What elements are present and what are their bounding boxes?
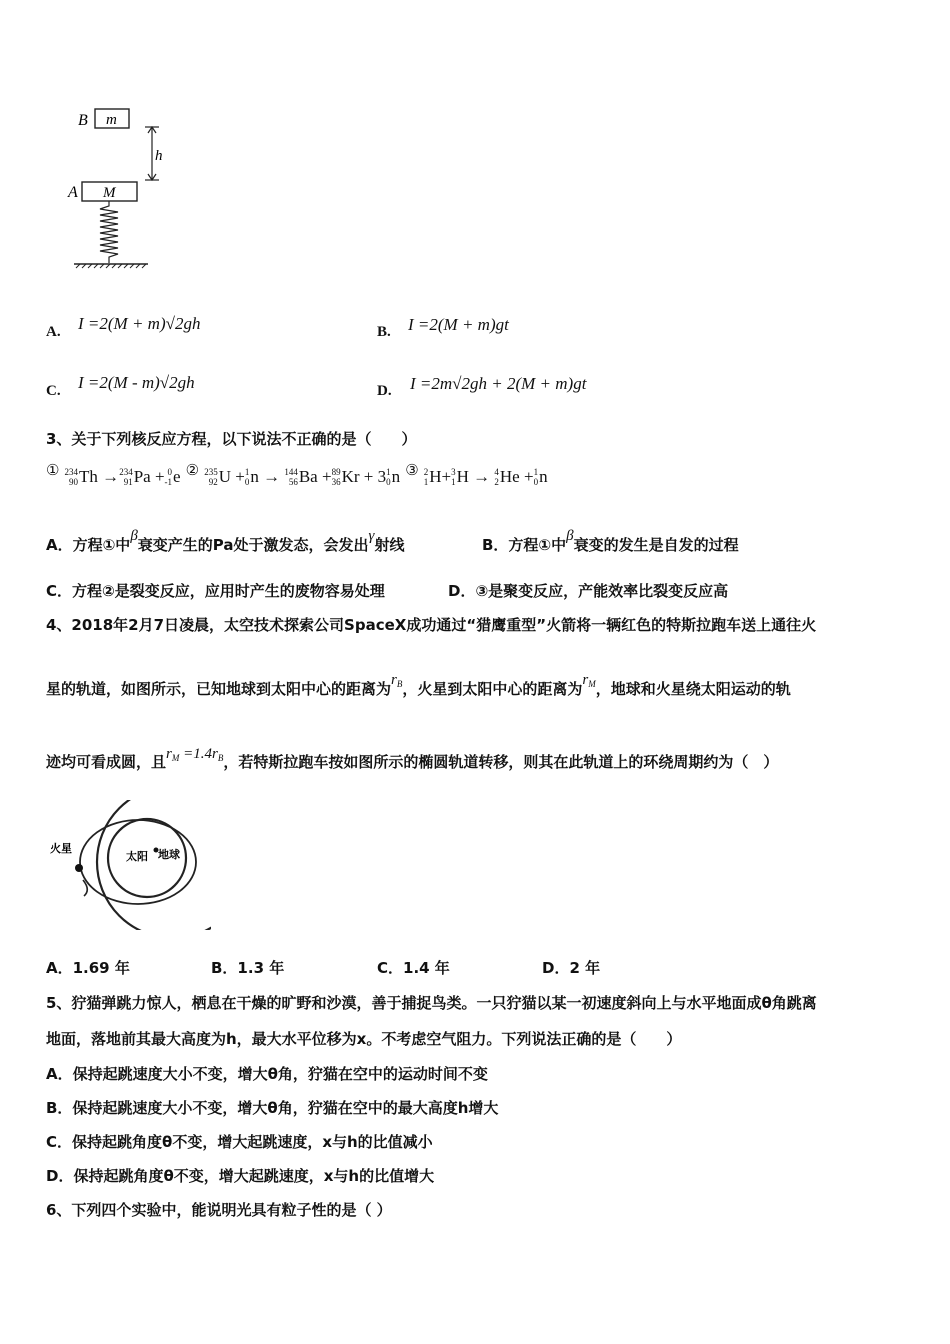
q5-option-d: D．保持起跳角度θ不变，增大起跳速度，x与h的比值增大 (46, 1167, 435, 1185)
q2-option-a-letter: A. (46, 324, 61, 340)
equation-mark-2: ② (185, 461, 200, 479)
q5-option-a: A．保持起跳速度大小不变，增大θ角，狞猫在空中的运动时间不变 (46, 1065, 488, 1083)
q4-option-a: A．1.69 年 (46, 959, 130, 977)
q2-option-b-letter: B. (377, 324, 391, 340)
mars-label: 火星 (50, 842, 72, 855)
gamma-symbol: γ (368, 528, 375, 544)
label-m: m (106, 112, 117, 128)
q3-option-d: D．③是聚变反应，产能效率比裂变反应高 (448, 582, 729, 600)
q2-option-d-formula: I =2m√2gh + 2(M + m)gt (410, 374, 587, 393)
label-h: h (155, 148, 163, 164)
beta-symbol-2: β (566, 528, 574, 544)
q5-line-2: 地面，落地前其最大高度为h，最大水平位移为x。不考虑空气阻力。下列说法正确的是（ ） (46, 1030, 682, 1048)
q3-option-b: B．方程①中β衰变的发生是自发的过程 (482, 528, 739, 554)
beta-symbol: β (130, 528, 138, 544)
q3-stem: 3、关于下列核反应方程，以下说法不正确的是（ ） (46, 430, 417, 448)
equation-mark-1: ① (46, 461, 60, 479)
q2-option-b-formula: I =2(M + m)gt (408, 315, 509, 334)
q5-line-1: 5、狞猫弹跳力惊人，栖息在干燥的旷野和沙漠，善于捕捉鸟类。一只狞猫以某一初速度斜向上与水平地面成θ角跳离 (46, 994, 817, 1012)
orbit-figure (46, 800, 211, 930)
sun-label: 太阳 (126, 850, 148, 863)
q2-option-a-formula: I =2(M + m)√2gh (78, 314, 201, 333)
spring (100, 201, 118, 263)
q5-option-b: B．保持起跳速度大小不变，增大θ角，狞猫在空中的最大高度h增大 (46, 1099, 499, 1117)
q6-stem: 6、下列四个实验中，能说明光具有粒子性的是（ ） (46, 1201, 392, 1219)
q4-option-c: C．1.4 年 (377, 959, 450, 977)
q4-line-1: 4、2018年2月7日凌晨，太空技术探索公司SpaceX成功通过“猎鹰重型”火箭将一辆红色的特斯拉跑车送上通往火 (46, 616, 817, 634)
q2-option-d-letter: D. (377, 383, 392, 399)
q4-option-d: D．2 年 (542, 959, 601, 977)
q3-option-a: A．方程①中β衰变产生的Pa处于激发态，会发出γ射线 (46, 528, 405, 554)
q2-option-c-letter: C. (46, 383, 61, 399)
q5-option-c: C．保持起跳角度θ不变，增大起跳速度，x与h的比值减小 (46, 1133, 433, 1151)
label-B: B (78, 112, 88, 129)
spring-block-figure (62, 100, 172, 272)
q3-equations: ① 234 90 Th → 234 91 Pa + 0 -1 e ② 235 92 U + 1 0 n → 144 56 Ba + 89 36 Kr + 3 1 0 n ③ 2 1 H+ 3 1 H → 4 2 He + 1 0 n (46, 461, 548, 487)
q4-option-b: B．1.3 年 (211, 959, 285, 977)
label-M: M (103, 185, 116, 201)
q4-line-3: 迹均可看成圆，且$r_M =1.4r_B$，若特斯拉跑车按如图所示的椭圆轨道转移，则其在此轨道上的环绕周期约为（ ） (46, 746, 779, 771)
q4-line-2: 星的轨道，如图所示，已知地球到太阳中心的距离为$r_B$，火星到太阳中心的距离为$r_M$，地球和火星绕太阳运动的轨 (46, 672, 791, 698)
earth-label: 地球 (158, 848, 180, 861)
q2-option-c-formula: I =2(M - m)√2gh (78, 373, 195, 392)
label-A: A (68, 184, 78, 201)
mars-dot (75, 864, 83, 872)
q3-option-c: C．方程②是裂变反应，应用时产生的废物容易处理 (46, 582, 385, 600)
equation-mark-3: ③ (405, 461, 419, 479)
